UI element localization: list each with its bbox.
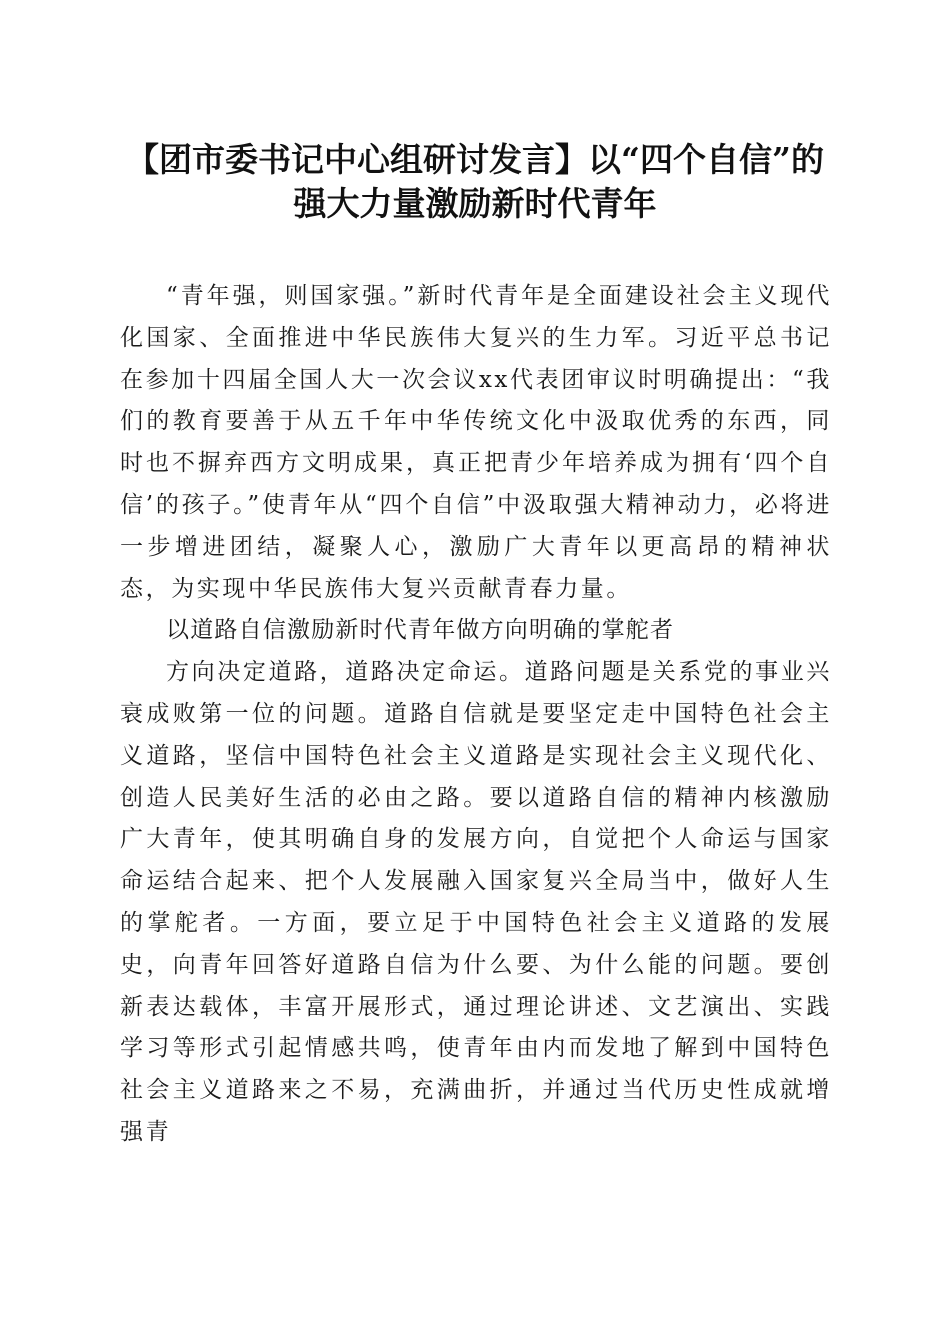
body-paragraph: 方向决定道路，道路决定命运。道路问题是关系党的事业兴衰成败第一位的问题。道路自信就是要坚定走中国特色社会主义道路，坚信中国特色社会主义道路是实现社会主义现代化、创造人民美好生活的必由之路。要以道路自信的精神内核激励广大青年，使其明确自身的发展方向，自觉把个人命运与国家命运结合起来、把个人发展融入国家复兴全局当中，做好人生的掌舵者。一方面，要立足于中国特色社会主义道路的发展史，向青年回答好道路自信为什么要、为什么能的问题。要创新表达载体，丰富开展形式，通过理论讲述、文艺演出、实践学习等形式引起情感共鸣，使青年由内而发地了解到中国特色社会主义道路来之不易，充满曲折，并通过当代历史性成就增强青 — [120, 659, 832, 1145]
document-body — [120, 276, 832, 1154]
section-heading: 以道路自信激励新时代青年做方向明确的掌舵者 — [166, 617, 675, 644]
document-title: 【团市委书记中心组研讨发言】以“四个自信”的强大力量激励新时代青年 — [126, 140, 824, 223]
intro-paragraph: “青年强，则国家强。”新时代青年是全面建设社会主义现代化国家、全面推进中华民族伟大复兴的生力军。习近平总书记在参加十四届全国人大一次会议xx代表团审议时明确提出：“我们的教育要善于从五千年中华传统文化中汲取优秀的东西，同时也不摒弃西方文明成果，真正把青少年培养成为拥有‘四个自信’的孩子。”使青年从“四个自信”中汲取强大精神动力，必将进一步增进团结，凝聚人心，激励广大青年以更高昂的精神状态，为实现中华民族伟大复兴贡献青春力量。 — [120, 283, 832, 602]
